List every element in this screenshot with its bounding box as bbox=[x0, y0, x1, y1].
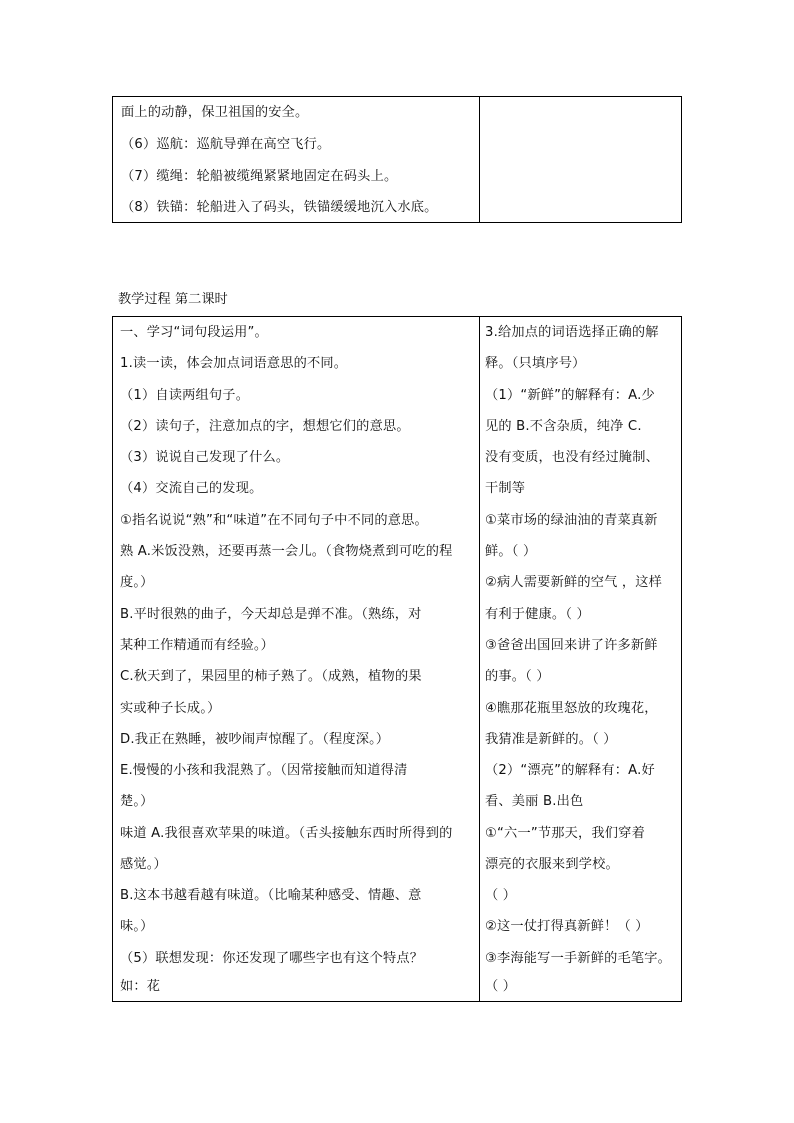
left-line-14: D.我正在熟睡，被吵闹声惊醒了。（程度深。） bbox=[120, 732, 390, 747]
left-line-18: 感觉。） bbox=[120, 857, 167, 872]
right-line-18: 漂亮的衣服来到学校。 bbox=[485, 857, 619, 872]
left-line-12: C.秋天到了，果园里的柿子熟了。（成熟，植物的果 bbox=[120, 669, 422, 684]
left-line-10: B.平时很熟的曲子，今天却总是弹不准。（熟练，对 bbox=[120, 607, 422, 622]
left-line-13: 实或种子长成。） bbox=[120, 701, 221, 716]
top-line-2: （6）巡航：巡航导弹在高空飞行。 bbox=[121, 137, 331, 152]
left-line-21: （5）联想发现：你还发现了哪些字也有这个特点？ bbox=[120, 951, 424, 966]
right-line-6: 干制等 bbox=[485, 481, 526, 496]
right-line-8: 鲜。（ ） bbox=[485, 544, 537, 559]
top-line-3: （7）缆绳：轮船被缆绳紧紧地固定在码头上。 bbox=[121, 169, 398, 184]
top-line-1: 面上的动静，保卫祖国的安全。 bbox=[121, 105, 309, 120]
right-line-11: ③爸爸出国回来讲了许多新鲜 bbox=[485, 638, 658, 653]
right-line-14: 我猜准是新鲜的。（ ） bbox=[485, 732, 617, 747]
top-table bbox=[112, 96, 682, 223]
right-line-20: ②这一仗打得真新鲜！（ ） bbox=[485, 919, 649, 934]
left-line-15: E.慢慢的小孩和我混熟了。（因常接触而知道得清 bbox=[120, 763, 408, 778]
right-line-3: （1）“新鲜”的解释有：A.少 bbox=[485, 388, 655, 403]
right-line-5: 没有变质，也没有经过腌制、 bbox=[485, 450, 660, 465]
left-line-6: （4）交流自己的发现。 bbox=[120, 481, 263, 496]
left-line-16: 楚。） bbox=[120, 794, 154, 809]
left-line-8: 熟 A.米饭没熟，还要再蒸一会儿。（食物烧煮到可吃的程 bbox=[120, 544, 453, 559]
main-table bbox=[112, 316, 682, 1002]
left-line-17: 味道 A.我很喜欢苹果的味道。（舌头接触东西时所得到的 bbox=[120, 826, 453, 841]
right-line-12: 的事。（ ） bbox=[485, 669, 550, 684]
top-line-4: （8）铁锚：轮船进入了码头，铁锚缓缓地沉入水底。 bbox=[121, 200, 438, 215]
left-line-11: 某种工作精通而有经验。） bbox=[120, 638, 275, 653]
right-line-4: 见的 B.不含杂质，纯净 C. bbox=[485, 419, 642, 434]
left-line-5: （3）说说自己发现了什么。 bbox=[120, 450, 290, 465]
right-line-19: （ ） bbox=[485, 888, 517, 903]
left-line-2: 1.读一读，体会加点词语意思的不同。 bbox=[120, 356, 348, 371]
top-table-column-divider bbox=[479, 97, 480, 222]
right-line-1: 3.给加点的词语选择正确的解 bbox=[485, 325, 659, 340]
right-line-22: （ ） bbox=[485, 979, 517, 994]
left-line-9: 度。） bbox=[120, 575, 154, 590]
left-line-1: 一、学习“词句段运用”。 bbox=[120, 325, 268, 340]
right-line-16: 看、美丽 B.出色 bbox=[485, 794, 584, 809]
left-line-3: （1）自读两组句子。 bbox=[120, 388, 250, 403]
right-line-7: ①菜市场的绿油油的青菜真新 bbox=[485, 513, 658, 528]
left-line-20: 味。） bbox=[120, 919, 154, 934]
right-line-9: ②病人需要新鲜的空气 ，这样 bbox=[485, 575, 663, 590]
left-line-19: B.这本书越看越有味道。（比喻某种感受、情趣、意 bbox=[120, 888, 422, 903]
section-heading: 教学过程 第二课时 bbox=[118, 292, 228, 307]
main-table-column-divider bbox=[479, 317, 480, 1001]
right-line-15: （2）“漂亮”的解释有：A.好 bbox=[485, 763, 655, 778]
left-line-22: 如：花 bbox=[120, 979, 161, 994]
right-line-10: 有利于健康。（ ） bbox=[485, 607, 590, 622]
right-line-2: 释。（只填序号） bbox=[485, 356, 586, 371]
left-line-7: ①指名说说“熟”和“味道”在不同句子中不同的意思。 bbox=[120, 513, 428, 528]
right-line-21: ③李海能写一手新鲜的毛笔字。 bbox=[485, 951, 672, 966]
right-line-17: ①“六一”节那天，我们穿着 bbox=[485, 826, 645, 841]
left-line-4: （2）读句子，注意加点的字，想想它们的意思。 bbox=[120, 419, 410, 434]
right-line-13: ④瞧那花瓶里怒放的玫瑰花， bbox=[485, 701, 658, 716]
